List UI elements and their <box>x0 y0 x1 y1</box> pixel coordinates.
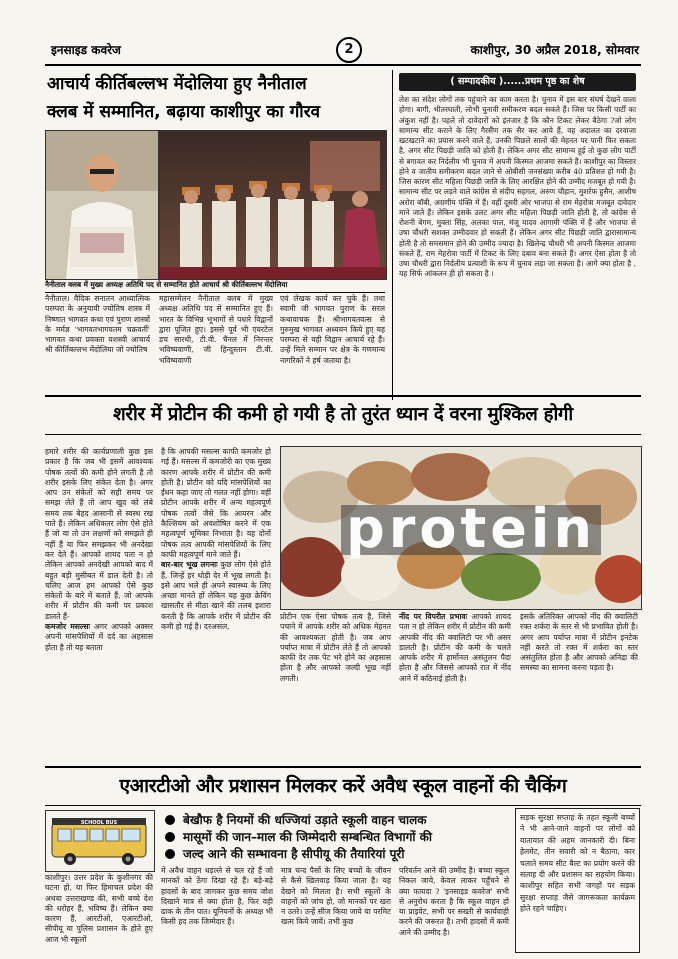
bullet-item-1: बेखौफ है नियमों की धज्जियां उड़ाते स्कूली वाहन चालक <box>165 812 510 829</box>
story1-column-1: नैनीताल। वैदिक सनातन आध्यात्मिक परम्परा के अनुयायी ज्योतिष शास्त्र में निष्णात भागवत कथा एवं पुराण शास्त्रों के मर्मज्ञ 'भागवतभागवतम चक्रवर्ती' भागवत कथा प्रवक्ता यशस्वी आचार्य श्री कीर्तिबल्लभ मेंदोलिया जो ज्योतिष <box>45 294 150 355</box>
story3-bullets <box>165 812 510 863</box>
award-ceremony-photo <box>160 131 386 279</box>
story1-photo-left <box>45 130 159 280</box>
story2-column-5: इसके अतिरिक्त आपको नींद की क्वालिटी रक्त शर्करा के स्तर से भी प्रभावित होती है। अगर आप पर्याप्त मात्रा में प्रोटीन इनटेक नहीं करते तो रक्त में शर्करा का स्तर असंतुलित होता है और आपको अनिद्रा की समस्या का सामना करना पड़ता है। <box>520 612 638 673</box>
bullet-dot-icon <box>165 832 175 842</box>
story1-column-3: एवं लेखक कार्य कर चुके हैं। तथा स्वामी जी भागवत पुराण के सरल कथावाचक हैं। श्रीभागवतवत्स से गुरुमुख भागवत अध्ययन किये हुए यह परम्परा से यही विद्वान आचार्य रहे हैं। उन्हें मिले सम्मान पर क्षेत्र के गणमान्य नागरिकों ने हर्ष जताया है। <box>280 294 385 365</box>
story2-col1-end: अगर आपको अक्सर अपनी मांसपेशियों में दर्द का अहसास होता है तो यह बताता <box>45 622 153 652</box>
road-safety-text: सड़क सुरक्षा सप्ताह के तहत स्कूली बच्चों ने भी आने-जाने वाहनों पर लोगों को यातायात की अहम जानकारी दी। बिना हेलमेट, तीन सवारी को न बैठाना, कार चलाते समय सीट बैल्ट का प्रयोग करने की सलाह दी और प्रशासन का सहयोग किया। काशीपुर सहित सभी जगहों पर सड़क सुरक्षा सप्ताह जैसे जागरूकता कार्यक्रम होते रहने चाहिए। <box>520 813 635 914</box>
bullet-dot-icon <box>165 849 175 859</box>
story2-headline: शरीर में प्रोटीन की कमी हो गयी है तो तुरंत ध्यान दें वरना मुश्किल होगी <box>113 404 573 425</box>
story2-col4-body: आपको शायद पता न हो लेकिन शरीर में प्रोटीन की कमी आपकी नींद की क्वालिटी पर भी असर डालती है। प्रोटीन की कमी के चलते आपके शरीर में हार्मोनल असंतुलन पैदा होता है और जिससे आपको रात में नींद आने में कठिनाई होती है। <box>399 612 511 683</box>
story3-headline-rule <box>45 805 641 806</box>
road-safety-sidebar <box>515 808 640 953</box>
editorial-divider <box>392 70 393 400</box>
school-bus-image <box>45 810 155 872</box>
bullet-item-3: जल्द आने की सम्भावना है सीपीयू की तैयारियां पूरी <box>165 846 510 863</box>
protein-word: protein <box>346 497 596 560</box>
story2-col2-body: है कि आपकी मसल्स काफी कमजोर हो गई हैं। मसल्स में कमजोरी का एक मुख्य कारण आपके शरीर में प्रोटीन की कमी होती है। प्रोटीन को यदि मांसपेशियों का ईंधन कहा जाए तो गलत नहीं होगा। वहीं प्रोटीन आपके शरीर में अन्य महत्वपूर्ण पोषक तत्वों जैसे कि आयरन और कैल्शियम को अवशोषित करने में एक महत्वपूर्ण भूमिका निभाता है। यह दोनों पोषक तत्व आपकी मांसपेशियों के लिए काफी महत्वपूर्ण माने जाते हैं। <box>161 447 271 559</box>
editorial-label: ( सम्पादकीय )......प्रथम पृष्ठ का शेष <box>399 73 636 91</box>
story1-column-2: महासम्मेलन नैनीताल क्लब में मुख्य अध्यक्ष अतिथि पद से सम्मानित हुए हैं। भारत के विभिन्न भूभागों से पधारे विद्वानों द्वारा पूजित हुए। इससे पूर्व भी एयरटेल डच सारथी, टी.वी. चैनल में निरन्तर भविष्यवाणी, जी हिन्दुस्तान टी.वी. भविष्यवाणी <box>159 294 273 365</box>
school-bus-icon <box>46 811 154 871</box>
story3-column-4: परिवर्तन आने की उम्मीद है। बच्चा स्कूल निकल जाये, केवल लाकर पहुँचने से क्या फायदा ? 'इनसाइड कवरेज' सभी से अनुरोध करता है कि स्कूल वाहन हो या प्राइवेट, सभी पर सख्ती से कार्यवाही करने की जरूरत है। तभी हादसों में कमी आने की उम्मीद है। <box>399 866 509 937</box>
story2-column-1 <box>45 447 153 765</box>
story2-col2-end: कुछ लोग ऐसे होते हैं, जिन्हें हर थोड़ी देर में भूख लगती है। इसे आप भले ही अपने स्वास्थ्य के लिए अच्छा मानते हों लेकिन यह कुछ क्रेविंग खासतौर से मीठा खाने की तलब इशारा करती है कि आपके शरीर में प्रोटीन की कमी हो गई है। दरअसल, <box>161 560 271 632</box>
publication-name: इनसाइड कवरेज <box>51 43 121 57</box>
story3-column-3: मात्र चन्द पैसों के लिए बच्चों के जीवन से कैसे खिलवाड़ किया जाता है। यह देखने को मिलता है। सभी स्कूलों के वाहनों को जांच हो, जो मानकों पर खरा न उतरे। उन्हें सीज किया जाये या परमिट खत्म किये जायें। तभी कुछ <box>281 866 391 927</box>
story3-top-rule <box>45 766 641 768</box>
acharya-photo-icon <box>46 131 158 279</box>
caption-rule <box>45 292 385 293</box>
bullet-dot-icon <box>165 815 175 825</box>
story2-column-4 <box>399 612 511 767</box>
editorial-text: लेश का संदेश लोगों तक पहुंचाने का काम करता है। चुनाव में इस बार संघर्ष देखने वाला होगा। बागी, भीतरघाती, लोभी चुनावी समीकरण बदल सकते हैं। जिस पर किसी पार्टी का अंकुश नहीं है। पहले तो दावेदारों को इंतजार है कि कौन टिकट लेकर बैठेगा ?जो लोग सामान्य सीट कराने के लिए गैरसैंण तक सैर कर आये हैं, वह अदालत का दरवाजा खटखटाने का प्रयास करने वाले हैं, उनकी पिछले सालों की मेहनत पर पानी फिर सकता है, अगर सीट पिछड़ी जाति को होती है। लेकिन अगर सीट सामान्य हुई तो कुछ लोग पार्टी से बगावत कर निर्दलीय भी चुनाव में अपनी किस्मत आजमा सकते हैं। काशीपुर का विस्तार होने व जातीय समीकरण बदल जाने से ओबीसी जनसंख्या करीब 40 प्रतिशत हो गयी है। जिस कारण सीट महिला पिछड़ी जाति के लिए आरक्षित होने की उम्मीद मजबूत हो गयी है। सामान्य सीट पर लड़ने वाले कांग्रेस से संदीप सहगल, अरुण चौहान, मुशर्रफ हुसैन, आशीष अरोरा बॉबी, अग्रणीय पंक्ति में हैं। वहीं दूसरी ओर भाजपा से राम मेहरोत्रा मजबूत दावेदार माने जाते हैं। लेकिन इसके उलट अगर सीट महिला पिछड़ी जाति होती है, तो कांग्रेस से रोशनी बेगम, मुक्ता सिंह, अलका पाल, मंजू यादव आगामी पंक्ति में हैं और भाजपा से उषा चौधरी सशक्त उम्मीदवार हो सकती हैं। लेकिन अगर सीट पिछड़ी जाति द्वारासामान्य होती है तो समसमान होने की उम्मीद ज्यादा है। खिलेन्द्र चौधरी भी अपनी किस्मत आजमा सकते हैं, राम मेहरोत्रा पार्टी में टिकट के लिए दबाव बना सकते हैं। अगर ऐसा होता है तो उषा चौधरी द्वारा निर्दलीय प्रत्याशी के रूप में चुनाव लड़ा जा सकता है। आगे क्या होता है , यह सिर्फ आंकलन ही हो सकता है । <box>399 95 636 279</box>
header-rule <box>45 64 641 66</box>
story3-headline: एआरटीओ और प्रशासन मिलकर करें अवैध स्कूल वाहनों की चैकिंग <box>119 775 567 797</box>
story2-col4-subhead: नींद पर विपरीत प्रभावः <box>399 612 468 621</box>
bullet-item-2: मासूमों की जान–माल की जिम्मेदारी सम्बन्धित विभागों की <box>165 829 510 846</box>
story2-headline-rule <box>45 434 641 435</box>
story2-column-3: प्रोटीन एक ऐसा पोषक तत्व है, जिसे पचाने में आपके शरीर को अधिक मेहनत की आवश्यकता होती है। जब आप पर्याप्त मात्रा में प्रोटीन लेते हैं तो आपको काफी देर तक पेट भरे होने का अहसास होता है और आपको जल्दी भूख नहीं लगती। <box>280 612 391 683</box>
story2-column-2 <box>161 447 271 765</box>
story2-top-rule <box>45 395 641 397</box>
story2-col2-subhead: बार-बार भूख लगनाः <box>161 560 218 570</box>
page-number-badge: 2 <box>336 37 362 63</box>
story1-photo-right <box>159 130 387 280</box>
story1-headline-2: क्लब में सम्मानित, बढ़ाया काशीपुर का गौरव <box>47 102 321 122</box>
protein-food-illustration <box>281 447 641 609</box>
bus-label: SCHOOL BUS <box>80 820 118 826</box>
story1-caption: नैनीताल क्लब में मुख्य अध्यक्ष अतिथि पद से सम्मानित होते आचार्य श्री कीर्तिबल्लभ मेंदोलिया <box>45 280 288 289</box>
story2-col1-subhead: कमजोर मसल्सः <box>45 622 91 632</box>
story3-column-1: काशीपुर। उत्तर प्रदेश के कुशीनगर की घटना हो, या फिर हिमाचल प्रदेश की अथवा उत्तराखण्ड की, सभी बच्चे देश की धरोहर हैं, भविष्य हैं। लेकिन क्या कारण हैं, आरटीओ, एआरटीओ, सीपीयू या पुलिस प्रशासन के होते हुए आज भी स्कूलों <box>45 873 153 944</box>
page-header <box>45 36 641 66</box>
dateline: काशीपुर, 30 अप्रैल 2018, सोमवार <box>470 43 639 57</box>
story1-headline-1: आचार्य कीर्तिबल्लभ मेंदोलिया हुए नैनीताल <box>47 74 307 94</box>
story2-col1-body: हमारे शरीर की कार्यप्रणाली कुछ इस प्रकार है कि जब भी इसमें आवश्यक पोषक तत्वों की कमी होने लगती है तो शरीर इसके लिए संकेत देता है। अगर आप उन संकेतों को सही समय पर समझ लेते हैं तो आप खुद को लंबे समय तक बेहद आसानी से स्वस्थ रख पाते हैं। लेकिन अधिकतर लोग ऐसे होते हैं जो या तो उन लक्षणों को समझते ही नहीं हैं या फिर समझकर भी अनदेखा कर देते हैं। आपको शायद पता न हो लेकिन आपको अनदेखी आपको बाद में बहुत बड़ी मुसीबत में डाल देती है। तो चलिए आज हम आपको ऐसे कुछ संकेतों के बारे में बताते हैं, जो आपके शरीर में प्रोटीन की कमी पर प्रकाश डालते हैं- <box>45 447 153 621</box>
story3-column-2: में अवैध वाहन धड़ल्ले से चल रहे हैं जो मानकों को ठेंगा दिखा रहे हैं। बड़े-बड़े हादसों के बाद जागकर कुछ समय जोश दिखाने मात्र से क्या होता है, फिर वही ढाक के तीन पात। यूनियनों के अध्यक्ष भी किसी हद तक जिम्मेदार हैं। <box>161 866 273 927</box>
protein-food-image <box>280 446 642 610</box>
